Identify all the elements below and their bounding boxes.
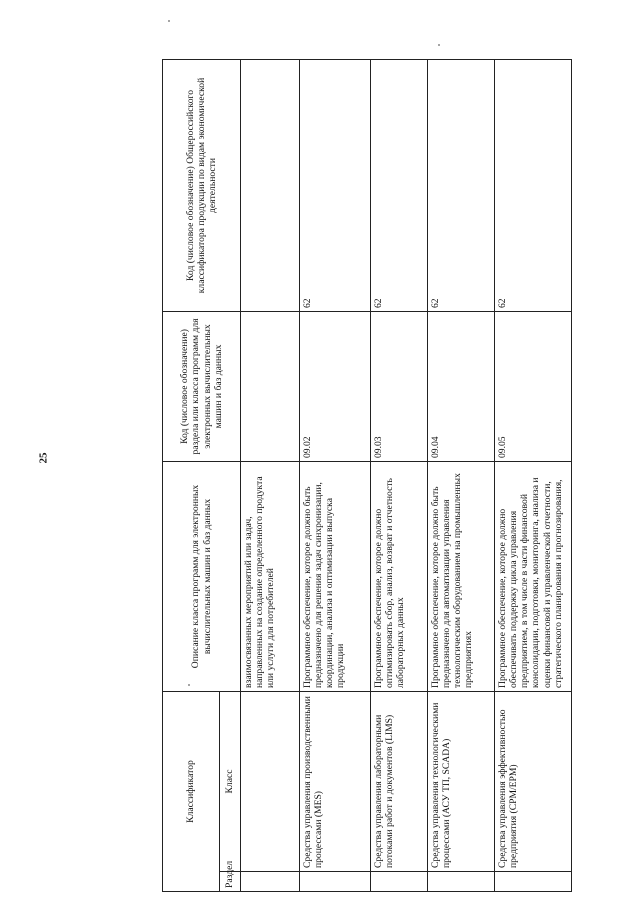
header-section: Раздел xyxy=(220,872,241,892)
classifier-table xyxy=(162,59,572,892)
rotated-table-container xyxy=(162,60,564,892)
cell-description: Программное обеспечение, которое должно быть предназначено для решения задач синхронизации, координации, анализа и оптимизации выпуска продукции xyxy=(300,461,371,691)
table-row xyxy=(241,59,300,891)
table-row xyxy=(428,59,495,891)
header-description: Описание класса программ для электронных вычислительных машин и баз данных xyxy=(163,461,241,691)
table-row xyxy=(495,59,572,891)
cell-okved: 62 xyxy=(371,59,428,311)
header-class: Класс xyxy=(220,691,241,871)
cell-section xyxy=(428,872,495,892)
cell-section xyxy=(495,872,572,892)
cell-description: Программное обеспечение, которое должно быть предназначено для автоматизации управления технологическим оборудованием на промышленных предприятиях xyxy=(428,461,495,691)
cell-code xyxy=(241,311,300,461)
cell-section xyxy=(300,872,371,892)
cell-code: 09.02 xyxy=(300,311,371,461)
table-row xyxy=(300,59,371,891)
cell-class: Средства управления технологическими процессами (АСУ ТП, SCADA) xyxy=(428,691,495,871)
scan-speck xyxy=(438,44,440,46)
table-row xyxy=(371,59,428,891)
cell-description: Программное обеспечение, которое должно обеспечивать поддержку цикла управления предприятием, в том числе в части финансовой консолидации, подготовки, мониторинга, анализа и оценки финансовой и управленческой отчетности, стратегического планирования и прогнозирования, xyxy=(495,461,572,691)
cell-class xyxy=(241,691,300,871)
page-number: 25 xyxy=(37,452,50,464)
cell-class: Средства управления производственными процессами (MES) xyxy=(300,691,371,871)
cell-section xyxy=(371,872,428,892)
cell-okved xyxy=(241,59,300,311)
cell-class: Средства управления эффективностью предприятия (CPM/EPM) xyxy=(495,691,572,871)
cell-okved: 62 xyxy=(428,59,495,311)
cell-code: 09.05 xyxy=(495,311,572,461)
cell-okved: 62 xyxy=(495,59,572,311)
cell-okved: 62 xyxy=(300,59,371,311)
cell-section xyxy=(241,872,300,892)
cell-code: 09.03 xyxy=(371,311,428,461)
header-okved: Код (числовое обозначение) Общероссийского классификатора продукции по видам экономической деятельности xyxy=(163,59,241,311)
scan-speck xyxy=(168,20,170,22)
cell-description: Программное обеспечение, которое должно оптимизировать сбор, анализ, возврат и отчетность лабораторных данных xyxy=(371,461,428,691)
header-classifier: Классификатор xyxy=(163,691,220,891)
cell-description: взаимосвязанных мероприятий или задач, направленных на создание определенного продукта или услуги для потребителей xyxy=(241,461,300,691)
cell-code: 09.04 xyxy=(428,311,495,461)
header-code: Код (числовое обозначение) раздела или класса программ для электронных вычислительных машин и баз данных xyxy=(163,311,241,461)
cell-class: Средства управления лабораторными потоками работ и документов (LIMS) xyxy=(371,691,428,871)
